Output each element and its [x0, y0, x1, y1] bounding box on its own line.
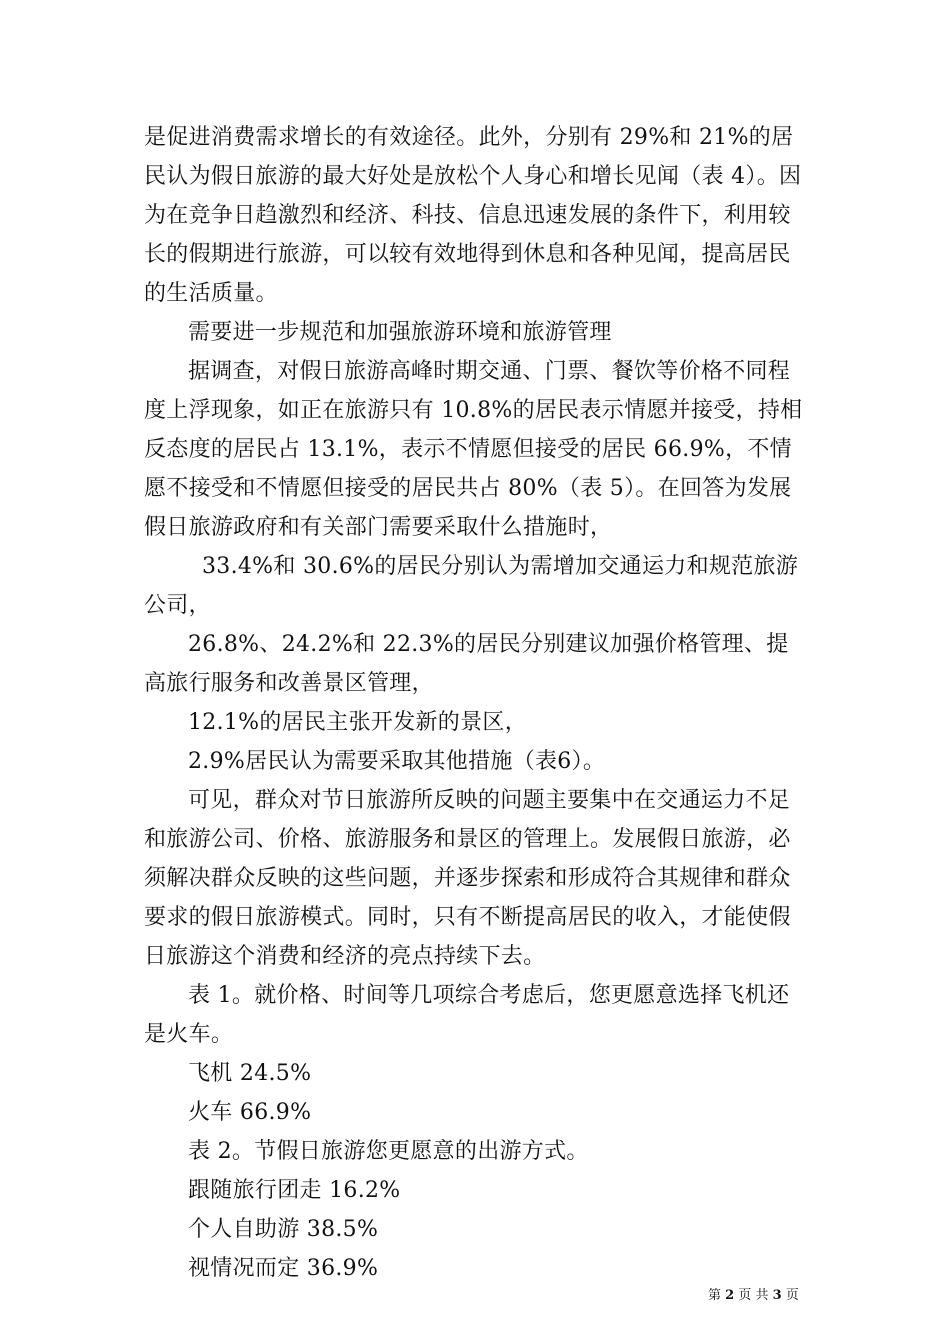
paragraph-new-scenic-areas: 12.1%的居民主张开发新的景区， [188, 710, 527, 735]
table-2-question: 表 2。节假日旅游您更愿意的出游方式。 [188, 1139, 589, 1164]
table-2-tour-group: 跟随旅行团走 16.2% [188, 1178, 401, 1203]
table-2-self-guided: 个人自助游 38.5% [188, 1217, 379, 1242]
table-1-airplane: 飞机 24.5% [188, 1061, 312, 1086]
document-body [144, 118, 808, 1288]
page-number-footer [708, 1288, 799, 1304]
footer-middle: 页 共 [738, 1288, 769, 1303]
paragraph-transport-capacity: 33.4%和 30.6%的居民分别认为需增加交通运力和规范旅游公司， [144, 554, 799, 618]
table-1-train: 火车 66.9% [188, 1100, 312, 1125]
footer-suffix: 页 [785, 1288, 799, 1303]
paragraph-other-measures: 2.9%居民认为需要采取其他措施（表6）。 [188, 749, 606, 774]
table-2-depends: 视情况而定 36.9% [188, 1256, 379, 1281]
table-1-question: 表 1。就价格、时间等几项综合考虑后，您更愿意选择飞机还是火车。 [144, 983, 790, 1047]
footer-total-pages: 3 [772, 1288, 782, 1303]
paragraph-price-management: 26.8%、24.2%和 22.3%的居民分别建议加强价格管理、提高旅行服务和改善景区管理， [144, 632, 789, 696]
footer-prefix: 第 [708, 1288, 722, 1303]
paragraph-conclusion: 可见，群众对节日旅游所反映的问题主要集中在交通运力不足和旅游公司、价格、旅游服务和景区的管理上。发展假日旅游，必须解决群众反映的这些问题，并逐步探索和形成符合其规律和群众要求的假日旅游模式。同时，只有不断提高居民的收入，才能使假日旅游这个消费和经济的亮点持续下去。 [144, 788, 791, 969]
section-heading-tourism-management: 需要进一步规范和加强旅游环境和旅游管理 [188, 320, 612, 345]
footer-current-page: 2 [725, 1288, 735, 1303]
paragraph-consumption-benefits: 是促进消费需求增长的有效途径。此外，分别有 29%和 21%的居民认为假日旅游的最大好处是放松个人身心和增长见闻（表 4）。因为在竞争日趋激烈和经济、科技、信息迅速发展的条件下，利用较长的假期进行旅游，可以较有效地得到休息和各种见闻，提高居民的生活质量。 [144, 125, 802, 306]
paragraph-survey-prices: 据调查，对假日旅游高峰时期交通、门票、餐饮等价格不同程度上浮现象，如正在旅游只有 10.8%的居民表示情愿并接受，持相反态度的居民占 13.1%，表示不情愿但接受的居民 66.9%，不情愿不接受和不情愿但接受的居民共占 80%（表 5）。在回答为发展假日旅游政府和有关部门需要采取什么措施时， [144, 359, 803, 540]
